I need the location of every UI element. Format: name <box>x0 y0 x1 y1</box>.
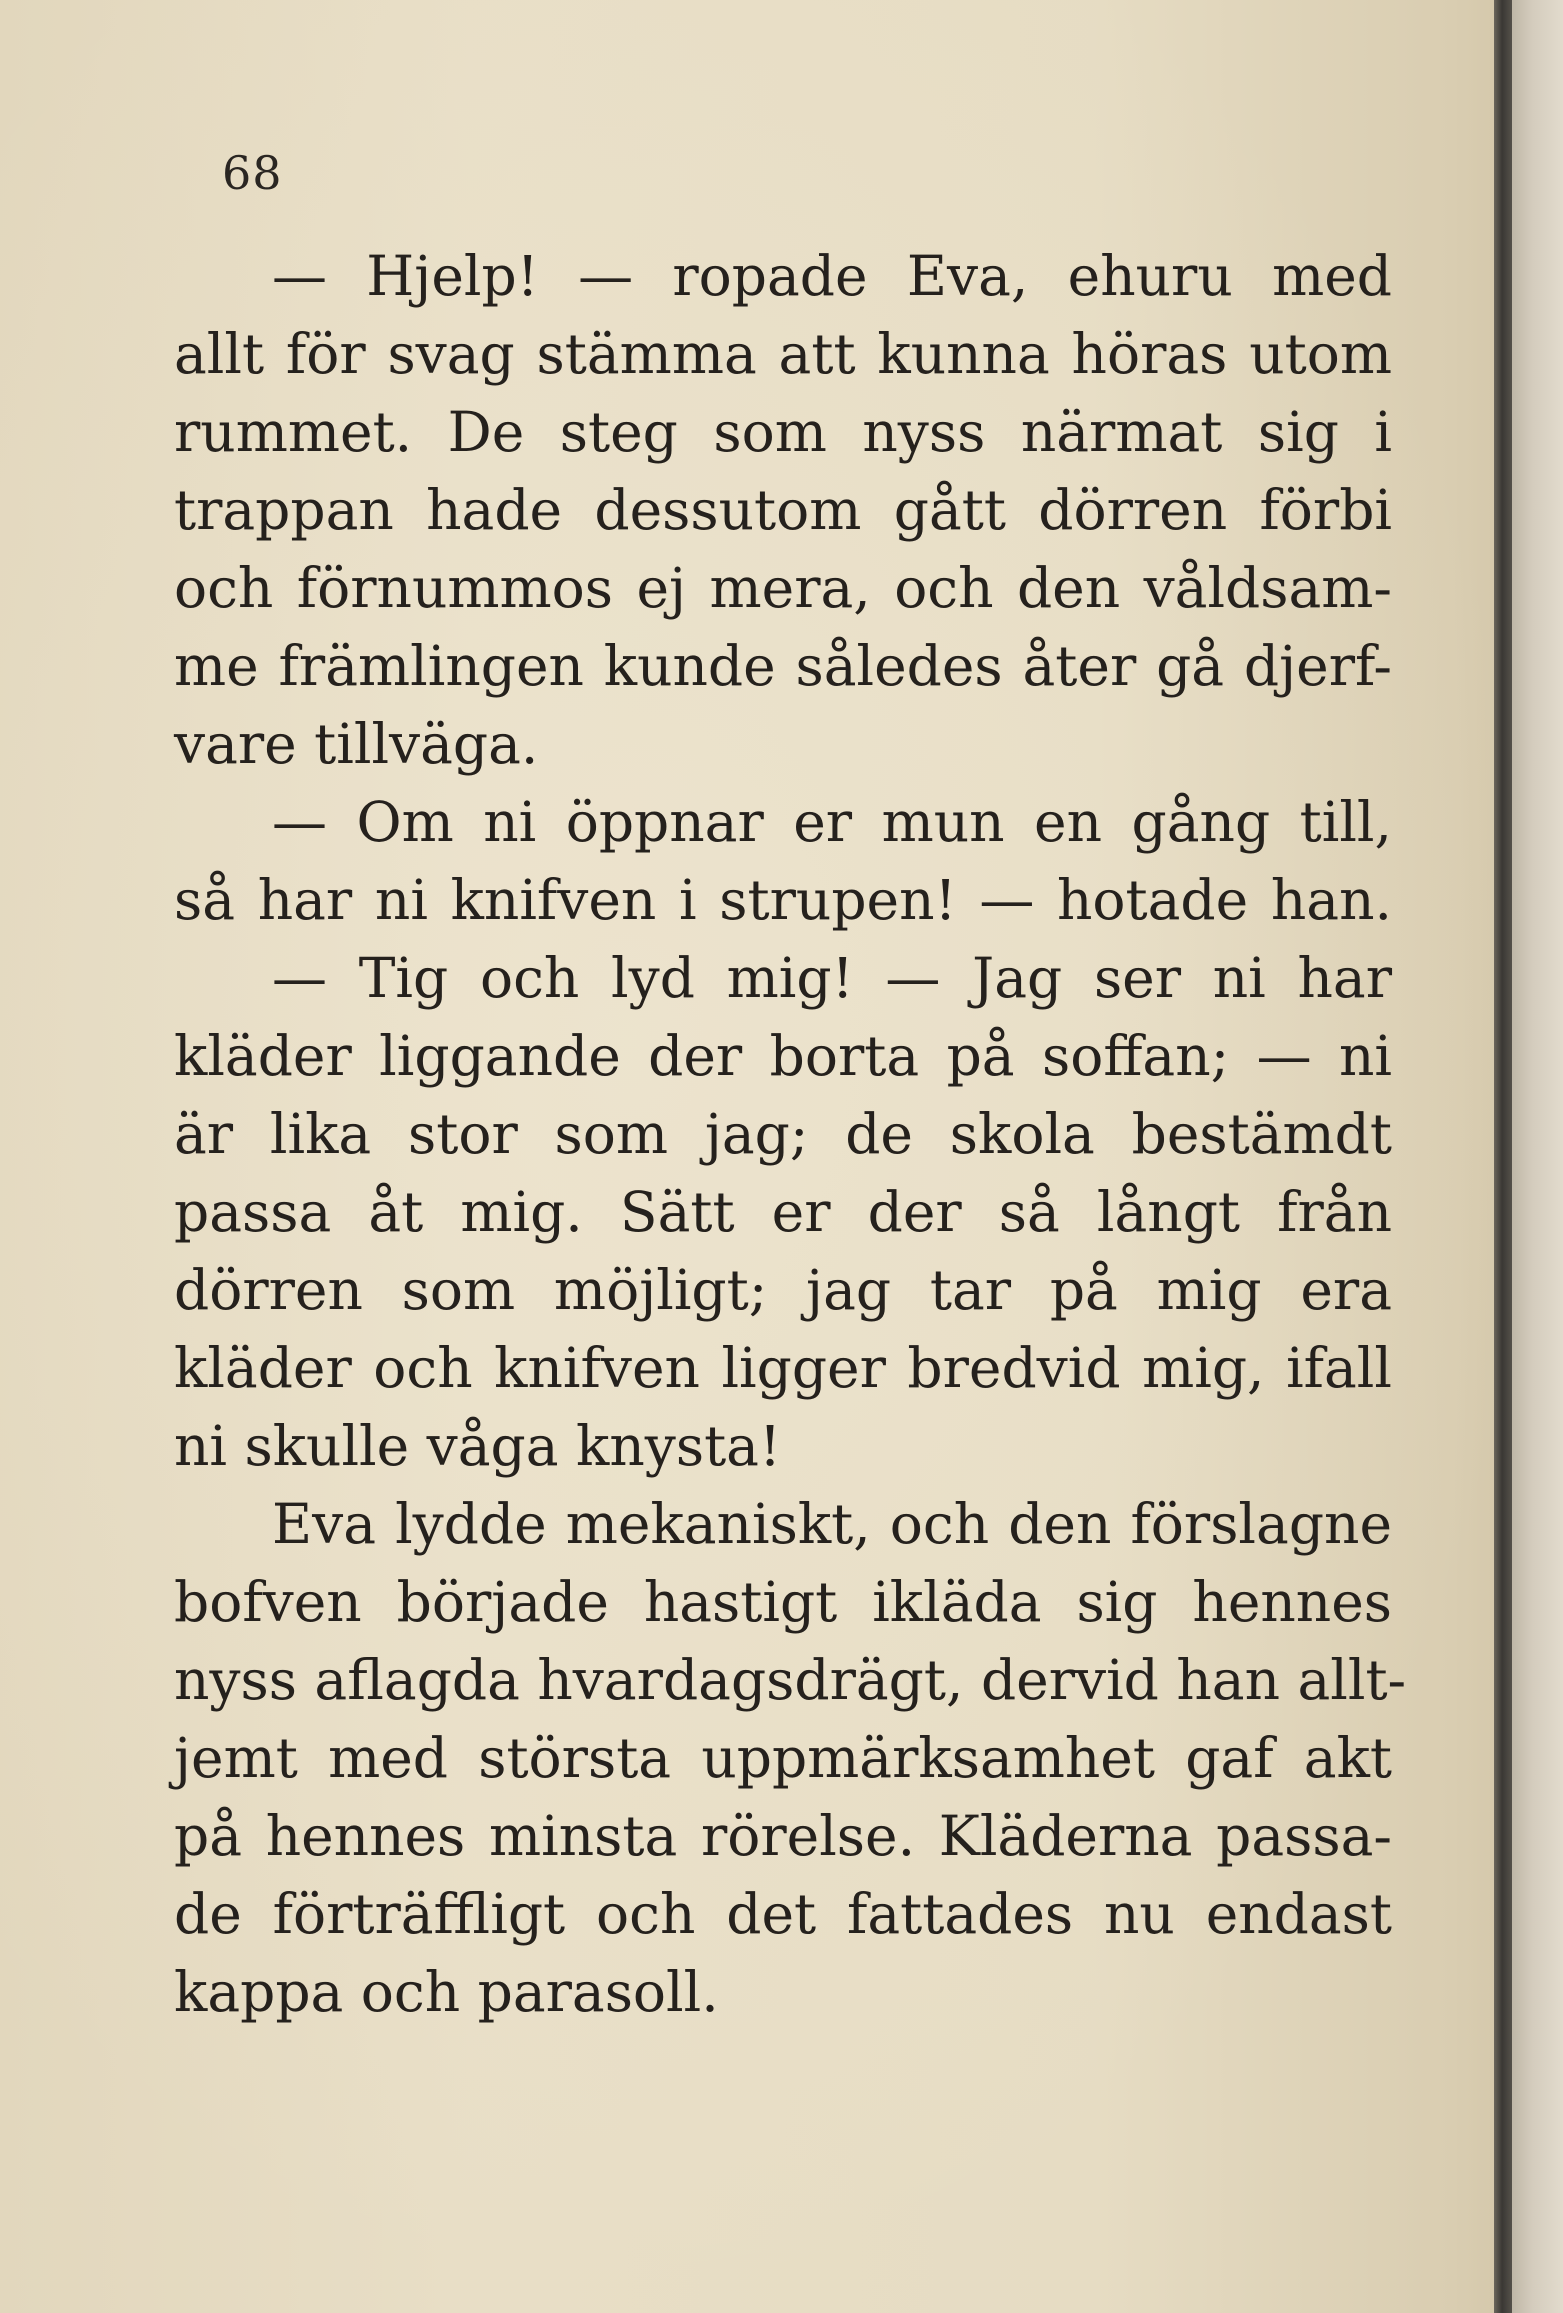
page-number: 68 <box>222 146 283 200</box>
text-line: me främlingen kunde således åter gå djerf- <box>174 634 1392 698</box>
text-line: — Hjelp! — ropade Eva, ehuru med <box>272 244 1392 308</box>
text-line: trappan hade dessutom gått dörren förbi <box>174 478 1392 542</box>
text-line: allt för svag stämma att kunna höras utom <box>174 322 1392 386</box>
text-line: Eva lydde mekaniskt, och den förslagne <box>272 1492 1392 1556</box>
text-line: på hennes minsta rörelse. Kläderna passa- <box>174 1804 1392 1868</box>
text-line: kläder liggande der borta på soffan; — ni <box>174 1024 1392 1088</box>
body-text <box>174 237 1407 2031</box>
text-line: — Tig och lyd mig! — Jag ser ni har <box>272 946 1392 1010</box>
text-line: jemt med största uppmärksamhet gaf akt <box>174 1726 1392 1790</box>
text-line: rummet. De steg som nyss närmat sig i <box>174 400 1392 464</box>
text-line: nyss aflagda hvardagsdrägt, dervid han allt- <box>174 1648 1407 1712</box>
text-line: bofven började hastigt ikläda sig hennes <box>174 1570 1392 1634</box>
text-line: så har ni knifven i strupen! — hotade han. <box>174 868 1392 932</box>
text-line: vare tillväga. <box>174 712 539 776</box>
text-line: dörren som möjligt; jag tar på mig era <box>174 1258 1392 1322</box>
text-line: de förträffligt och det fattades nu endast <box>174 1882 1392 1946</box>
text-line: och förnummos ej mera, och den våldsam- <box>174 556 1392 620</box>
text-line: passa åt mig. Sätt er der så långt från <box>174 1180 1392 1244</box>
book-spine-edge <box>1512 0 1563 2313</box>
text-line: är lika stor som jag; de skola bestämdt <box>174 1102 1392 1166</box>
text-line: kläder och knifven ligger bredvid mig, ifall <box>174 1336 1392 1400</box>
text-line: ni skulle våga knysta! <box>174 1414 782 1478</box>
text-line: kappa och parasoll. <box>174 1960 719 2024</box>
book-spine-shadow <box>1494 0 1512 2313</box>
text-line: — Om ni öppnar er mun en gång till, <box>272 790 1392 854</box>
